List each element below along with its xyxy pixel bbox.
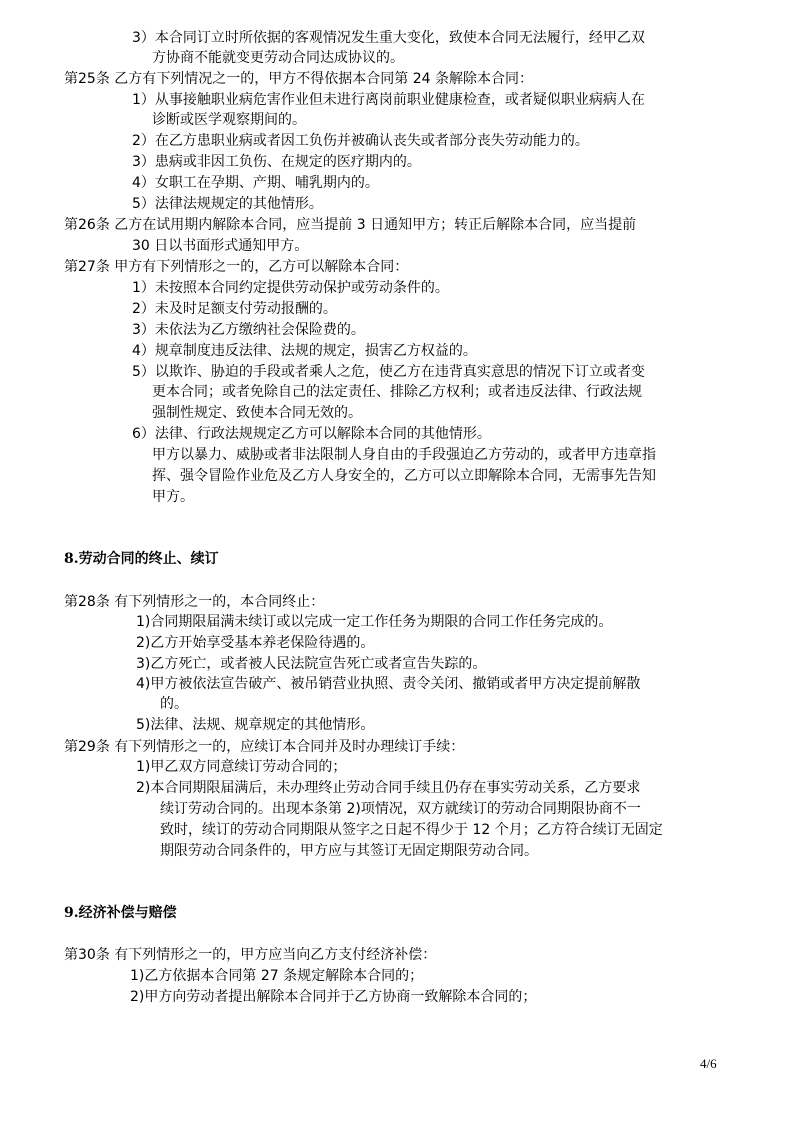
section-9-title: 9.经济补偿与赔偿 (64, 905, 177, 921)
article-28-item-1: 1)合同期限届满未续订或以完成一定工作任务为期限的合同工作任务完成的。 (136, 614, 613, 630)
article-27-item-5-continued-1: 更本合同；或者免除自己的法定责任、排除乙方权利；或者违反法律、行政法规 (152, 384, 642, 400)
article-25-item-1-continued: 诊断或医学观察期间的。 (152, 112, 306, 128)
article-26-heading: 第26条 乙方在试用期内解除本合同，应当提前 3 日通知甲方；转正后解除本合同，应当提前 (64, 217, 637, 233)
article-27-paragraph-line-2: 挥、强令冒险作业危及乙方人身安全的，乙方可以立即解除本合同，无需事先告知 (152, 468, 656, 484)
article-25-item-1: 1）从事接触职业病危害作业但未进行离岗前职业健康检查，或者疑似职业病病人在 (132, 92, 645, 108)
article-27-paragraph-line-3: 甲方。 (152, 489, 194, 505)
article-27-item-3: 3）未依法为乙方缴纳社会保险费的。 (132, 322, 365, 338)
article-29-item-2-continued-1: 续订劳动合同的。出现本条第 2)项情况，双方就续订的劳动合同期限协商不一 (160, 801, 641, 817)
article-29-item-2-continued-3: 期限劳动合同条件的，甲方应与其签订无固定期限劳动合同。 (160, 843, 538, 859)
article-27-item-5-continued-2: 强制性规定、致使本合同无效的。 (152, 405, 362, 421)
article-29-item-2: 2)本合同期限届满后，未办理终止劳动合同手续且仍存在事实劳动关系，乙方要求 (136, 780, 641, 796)
article-28-item-5: 5)法律、法规、规章规定的其他情形。 (136, 717, 375, 733)
clause-24-item-3: 3）本合同订立时所依据的客观情况发生重大变化，致使本合同无法履行，经甲乙双 (132, 30, 645, 46)
article-30-item-1: 1)乙方依据本合同第 27 条规定解除本合同的； (130, 968, 424, 984)
article-27-item-6: 6）法律、行政法规规定乙方可以解除本合同的其他情形。 (132, 426, 491, 442)
article-27-heading: 第27条 甲方有下列情形之一的，乙方可以解除本合同： (64, 259, 409, 275)
article-28-item-4-continued: 的。 (160, 696, 188, 712)
article-28-heading: 第28条 有下列情形之一的，本合同终止： (64, 594, 325, 610)
article-27-item-1: 1）未按照本合同约定提供劳动保护或劳动条件的。 (132, 280, 449, 296)
article-28-item-3: 3)乙方死亡，或者被人民法院宣告死亡或者宣告失踪的。 (136, 656, 487, 672)
article-29-item-1: 1)甲乙双方同意续订劳动合同的； (136, 759, 347, 775)
article-30-item-2: 2)甲方向劳动者提出解除本合同并于乙方协商一致解除本合同的； (130, 989, 537, 1005)
article-25-item-2: 2）在乙方患职业病或者因工负伤并被确认丧失或者部分丧失劳动能力的。 (132, 133, 589, 149)
article-27-item-2: 2）未及时足额支付劳动报酬的。 (132, 301, 337, 317)
article-26-continued: 30 日以书面形式通知甲方。 (132, 238, 309, 254)
article-27-paragraph-line-1: 甲方以暴力、威胁或者非法限制人身自由的手段强迫乙方劳动的，或者甲方违章指 (152, 447, 656, 463)
section-8-title: 8.劳动合同的终止、续订 (64, 551, 219, 567)
article-27-item-5: 5）以欺诈、胁迫的手段或者乘人之危，使乙方在违背真实意思的情况下订立或者变 (132, 364, 645, 380)
article-25-heading: 第25条 乙方有下列情况之一的，甲方不得依据本合同第 24 条解除本合同： (64, 71, 533, 87)
article-28-item-2: 2)乙方开始享受基本养老保险待遇的。 (136, 635, 375, 651)
page-number: 4/6 (700, 1056, 717, 1071)
article-25-item-3: 3）患病或非因工负伤、在规定的医疗期内的。 (132, 154, 421, 170)
article-27-item-4: 4）规章制度违反法律、法规的规定，损害乙方权益的。 (132, 343, 477, 359)
article-29-item-2-continued-2: 致时，续订的劳动合同期限从签字之日起不得少于 12 个月；乙方符合续订无固定 (160, 822, 663, 838)
article-25-item-5: 5）法律法规规定的其他情形。 (132, 196, 323, 212)
article-25-item-4: 4）女职工在孕期、产期、哺乳期内的。 (132, 175, 379, 191)
article-30-heading: 第30条 有下列情形之一的，甲方应当向乙方支付经济补偿： (64, 947, 437, 963)
clause-24-item-3-continued: 方协商不能就变更劳动合同达成协议的。 (152, 50, 404, 66)
article-28-item-4: 4)甲方被依法宣告破产、被吊销营业执照、责令关闭、撤销或者甲方决定提前解散 (136, 676, 641, 692)
article-29-heading: 第29条 有下列情形之一的，应续订本合同并及时办理续订手续： (64, 739, 465, 755)
